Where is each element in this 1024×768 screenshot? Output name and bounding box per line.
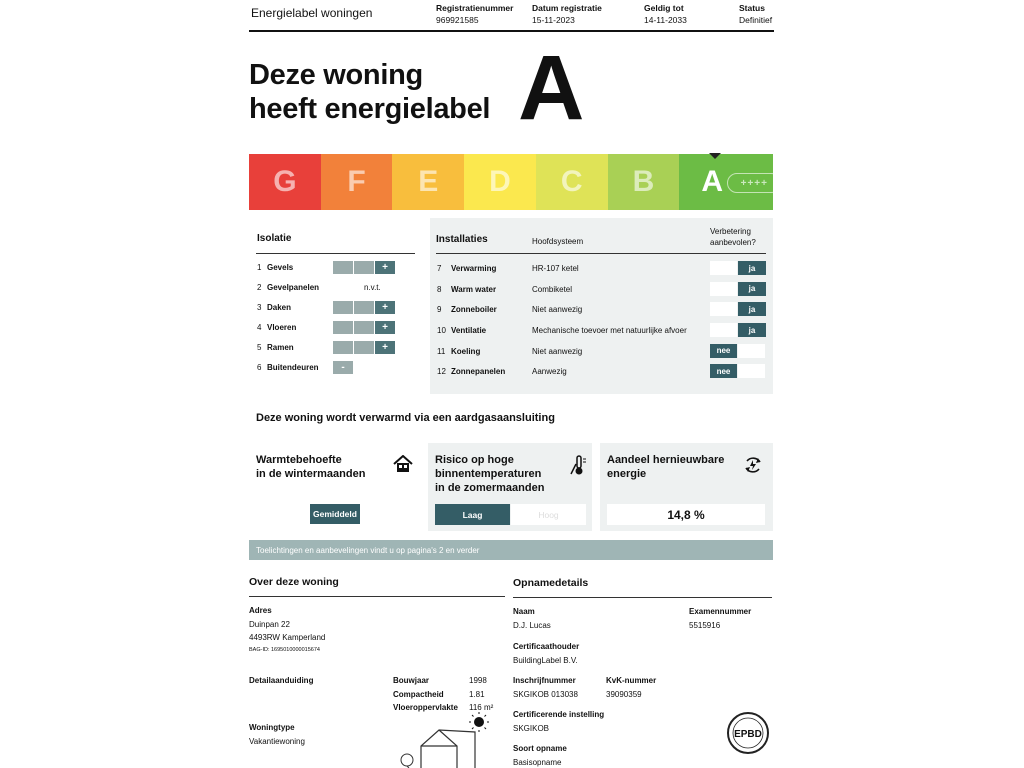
plus-pill: ++++ xyxy=(727,173,781,193)
advice-nee-box: nee xyxy=(710,364,737,378)
row-value: Mechanische toevoer met natuurlijke afvoer xyxy=(532,325,687,335)
adres-label: Adres xyxy=(249,606,272,615)
row-label: Vloeren xyxy=(267,322,297,332)
installaties-title: Installaties xyxy=(436,234,488,245)
advice-nee-box xyxy=(710,302,737,316)
naam-label: Naam xyxy=(513,607,535,616)
warmtebehoefte-value: Gemiddeld xyxy=(310,504,360,524)
installatie-row xyxy=(437,320,767,341)
row-label: Ventilatie xyxy=(451,325,487,335)
advice-ja-box: ja xyxy=(738,261,766,275)
row-label: Zonnepanelen xyxy=(451,367,506,377)
risico-title-line-3: in de zomermaanden xyxy=(435,482,545,494)
kvk-value: 39090359 xyxy=(606,690,642,699)
status-value: Definitief xyxy=(739,15,773,25)
house-icon xyxy=(393,455,413,473)
bag-id: BAG-ID: 1695010000015674 xyxy=(249,647,320,653)
rating-box xyxy=(354,261,374,274)
row-number: 6 xyxy=(257,362,262,372)
advice-header-line-2: aanbevolen? xyxy=(710,238,756,247)
isolatie-row xyxy=(257,257,417,277)
row-label: Gevels xyxy=(267,262,294,272)
opnamedetails-title: Opnamedetails xyxy=(513,577,589,589)
scale-segment-a xyxy=(679,154,773,210)
woningtype-label: Woningtype xyxy=(249,723,295,732)
energy-label-letter: A xyxy=(518,37,585,139)
bouwjaar-label: Bouwjaar xyxy=(393,676,430,685)
row-label: Daken xyxy=(267,302,292,312)
certificerende-instelling-value: SKGIKOB xyxy=(513,724,550,733)
scale-segment-d: D xyxy=(464,154,536,210)
warmtebehoefte-title xyxy=(256,453,365,481)
adres-line-2: 4493RW Kamperland xyxy=(249,633,326,642)
hernieuwbaar-value: 14,8 % xyxy=(607,504,765,525)
row-number: 11 xyxy=(437,346,446,356)
row-label: Verwarming xyxy=(451,263,497,273)
vloeroppervlakte-value: 116 m² xyxy=(469,703,494,712)
energy-label-scale xyxy=(249,154,773,210)
soort-opname-label: Soort opname xyxy=(513,744,567,753)
installaties-rule xyxy=(436,253,766,254)
registration-number-label: Registratienummer xyxy=(436,3,514,13)
examennummer-label: Examennummer xyxy=(689,607,752,616)
isolatie-title: Isolatie xyxy=(257,233,292,244)
woningtype-value: Vakantiewoning xyxy=(249,737,305,746)
certificaathouder-label: Certificaathouder xyxy=(513,642,580,651)
hero-title xyxy=(249,58,490,126)
row-label: Gevelpanelen xyxy=(267,282,320,292)
examennummer-value: 5515916 xyxy=(689,621,721,630)
over-woning-rule xyxy=(249,596,505,597)
not-applicable-value: n.v.t. xyxy=(364,282,381,292)
isolatie-rule xyxy=(256,253,415,254)
valid-until-label: Geldig tot xyxy=(644,3,684,13)
installatie-row xyxy=(437,361,767,382)
row-number: 2 xyxy=(257,282,262,292)
installatie-row xyxy=(437,299,767,320)
scale-segment-f: F xyxy=(321,154,393,210)
risico-value: Laag xyxy=(435,504,510,525)
registration-date-value: 15-11-2023 xyxy=(532,15,575,25)
isolatie-list xyxy=(257,257,417,377)
header-divider xyxy=(249,30,774,32)
document-title: Energielabel woningen xyxy=(251,6,373,20)
thermometer-icon xyxy=(569,455,587,475)
valid-until-block xyxy=(644,2,687,26)
row-number: 8 xyxy=(437,284,442,294)
row-label: Koeling xyxy=(451,346,481,356)
isolatie-row xyxy=(257,297,417,317)
rating-box xyxy=(354,341,374,354)
row-number: 12 xyxy=(437,367,446,377)
kvk-label: KvK-nummer xyxy=(606,676,657,685)
row-value: Combiketel xyxy=(532,284,573,294)
row-value: Aanwezig xyxy=(532,367,567,377)
rating-box xyxy=(333,321,353,334)
row-value: HR-107 ketel xyxy=(532,263,579,273)
risico-title xyxy=(435,453,544,495)
hernieuwbaar-title xyxy=(607,453,724,481)
warmtebehoefte-title-line-2: in de wintermaanden xyxy=(256,468,366,480)
rating-box xyxy=(354,321,374,334)
row-number: 5 xyxy=(257,342,262,352)
advice-ja-box: ja xyxy=(738,282,766,296)
registration-date-label: Datum registratie xyxy=(532,3,602,13)
advice-ja-box: ja xyxy=(738,302,766,316)
risico-title-line-2: binnentemperaturen xyxy=(435,468,542,480)
compactheid-label: Compactheid xyxy=(393,690,444,699)
advice-header xyxy=(710,226,756,248)
inschrijfnummer-value: SKGIKOB 013038 xyxy=(513,690,578,699)
rating-plus-box: + xyxy=(375,321,395,334)
rating-box xyxy=(333,301,353,314)
bouwjaar-value: 1998 xyxy=(469,676,487,685)
scale-segment-a-letter: A xyxy=(701,165,723,198)
rating-box xyxy=(333,341,353,354)
advice-ja-box xyxy=(738,344,765,358)
tree-icon xyxy=(401,754,413,766)
vloeroppervlakte-label: Vloeroppervlakte xyxy=(393,703,458,712)
isolatie-row xyxy=(257,317,417,337)
row-label: Ramen xyxy=(267,342,294,352)
risico-card xyxy=(428,443,592,531)
advice-nee-box xyxy=(710,261,737,275)
advice-nee-box xyxy=(710,282,737,296)
certificaathouder-value: BuildingLabel B.V. xyxy=(513,656,578,665)
row-number: 7 xyxy=(437,263,442,273)
renewable-energy-icon xyxy=(743,455,763,475)
certificerende-instelling-label: Certificerende instelling xyxy=(513,710,605,719)
row-label: Buitendeuren xyxy=(267,362,319,372)
sun-icon xyxy=(474,717,484,727)
rating-box xyxy=(354,301,374,314)
warmtebehoefte-card xyxy=(249,443,421,531)
rating-plus-box: + xyxy=(375,301,395,314)
row-value: Niet aanwezig xyxy=(532,305,583,315)
active-label-marker xyxy=(709,153,721,159)
isolatie-row xyxy=(257,277,417,297)
row-number: 1 xyxy=(257,262,262,272)
soort-opname-value: Basisopname xyxy=(513,758,562,767)
rating-plus-box: + xyxy=(375,261,395,274)
heating-statement: Deze woning wordt verwarmd via een aardgasaansluiting xyxy=(256,412,555,424)
scale-segment-c: C xyxy=(536,154,608,210)
explanation-note: Toelichtingen en aanbevelingen vindt u op pagina's 2 en verder xyxy=(249,540,773,560)
compactheid-value: 1.81 xyxy=(469,690,485,699)
risico-alt-option: Hoog xyxy=(511,504,586,525)
row-number: 4 xyxy=(257,322,262,332)
row-label: Zonneboiler xyxy=(451,305,497,315)
rating-minus-box: - xyxy=(333,361,353,374)
row-number: 10 xyxy=(437,325,446,335)
advice-ja-box: ja xyxy=(738,323,766,337)
registration-date-block xyxy=(532,2,602,26)
row-number: 9 xyxy=(437,305,442,315)
advice-ja-box xyxy=(738,364,765,378)
status-block xyxy=(739,2,772,26)
adres-line-1: Duinpan 22 xyxy=(249,620,290,629)
advice-nee-box: nee xyxy=(710,344,737,358)
isolatie-row xyxy=(257,337,417,357)
epbd-logo-text: EPBD xyxy=(734,729,762,740)
valid-until-value: 14-11-2033 xyxy=(644,15,687,25)
over-woning-title: Over deze woning xyxy=(249,576,339,588)
installatie-row xyxy=(437,258,767,279)
naam-value: D.J. Lucas xyxy=(513,621,551,630)
hoofdsysteem-header: Hoofdsysteem xyxy=(532,237,584,246)
row-label: Warm water xyxy=(451,284,497,294)
status-label: Status xyxy=(739,3,765,13)
isolatie-row xyxy=(257,357,417,377)
hero-title-line-2: heeft energielabel xyxy=(249,93,491,125)
row-value: Niet aanwezig xyxy=(532,346,583,356)
detailaanduiding-label: Detailaanduiding xyxy=(249,676,314,685)
scale-segment-g: G xyxy=(249,154,321,210)
rating-box xyxy=(333,261,353,274)
hernieuwbaar-title-line-1: Aandeel hernieuwbare xyxy=(607,454,725,466)
registration-number-block xyxy=(436,2,513,26)
hero-title-line-1: Deze woning xyxy=(249,59,423,91)
rating-plus-box: + xyxy=(375,341,395,354)
warmtebehoefte-title-line-1: Warmtebehoefte xyxy=(256,454,342,466)
row-number: 3 xyxy=(257,302,262,312)
inschrijfnummer-label: Inschrijfnummer xyxy=(513,676,576,685)
registration-number-value: 969921585 xyxy=(436,15,479,25)
opnamedetails-rule xyxy=(513,597,772,598)
house-illustration xyxy=(395,712,505,768)
installatie-row xyxy=(437,279,767,300)
installaties-list xyxy=(437,258,767,382)
advice-nee-box xyxy=(710,323,737,337)
installatie-row xyxy=(437,341,767,362)
risico-title-line-1: Risico op hoge xyxy=(435,454,514,466)
scale-segment-b: B xyxy=(608,154,680,210)
advice-header-line-1: Verbetering xyxy=(710,227,751,236)
scale-segment-e: E xyxy=(392,154,464,210)
epbd-seal-logo xyxy=(726,711,770,755)
hernieuwbaar-title-line-2: energie xyxy=(607,468,647,480)
hernieuwbaar-card xyxy=(600,443,773,531)
